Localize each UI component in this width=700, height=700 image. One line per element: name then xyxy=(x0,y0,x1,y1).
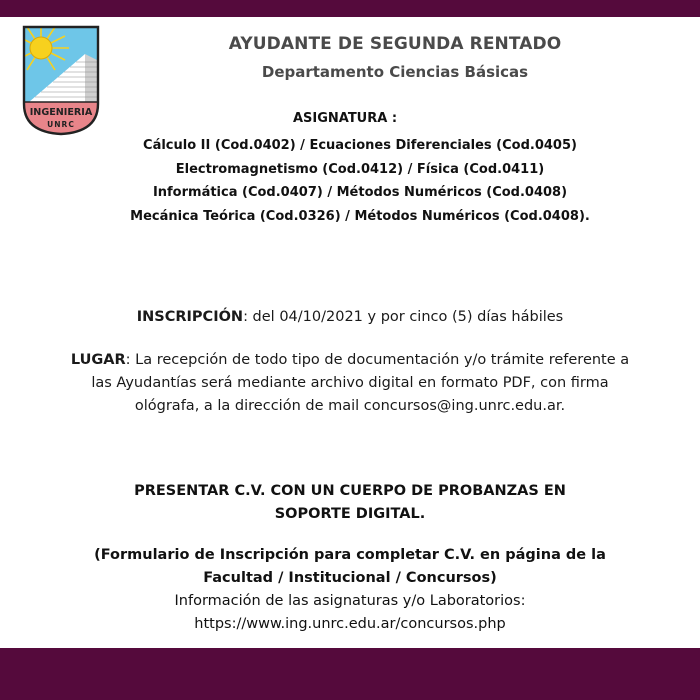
bottom-band xyxy=(0,648,700,700)
pyramid-shade xyxy=(85,54,97,102)
inscription-label: INSCRIPCIÓN xyxy=(136,309,244,325)
form-note-bold: (Formulario de Inscripción para completar C.V. en página de la Facultad / Institucional / Concursos) xyxy=(94,547,606,586)
department-subtitle: Departamento Ciencias Básicas xyxy=(261,63,529,81)
inscription-text: : del 04/10/2021 y por cinco (5) días hábiles xyxy=(243,309,564,325)
place-text: : La recepción de todo tipo de documentación y/o trámite referente a las Ayudantías será mediante archivo digital en formato PDF, con firma ológrafa, a la dirección de mail concursos@ing.unrc.edu.ar. xyxy=(91,352,630,414)
subject-item: Mecánica Teórica (Cod.0326) / Métodos Numéricos (Cod.0408). xyxy=(130,208,590,224)
subject-item: Informática (Cod.0407) / Métodos Numéricos (Cod.0408) xyxy=(152,185,568,201)
subject-item: Electromagnetismo (Cod.0412) / Física (Cod.0411) xyxy=(175,161,545,177)
place-paragraph xyxy=(60,349,640,418)
top-band xyxy=(0,0,700,17)
form-note xyxy=(60,544,640,636)
logo-text-bottom: UNRC xyxy=(47,120,75,129)
subjects-list xyxy=(100,134,620,228)
form-note-info: Información de las asignaturas y/o Laboratorios: xyxy=(174,593,526,609)
inscription-paragraph xyxy=(60,306,640,329)
place-label: LUGAR xyxy=(70,352,126,368)
subjects-heading: ASIGNATURA : xyxy=(292,111,398,126)
concursos-url: https://www.ing.unrc.edu.ar/concursos.php xyxy=(194,616,506,632)
cv-notice: PRESENTAR C.V. CON UN CUERPO DE PROBANZAS EN SOPORTE DIGITAL. xyxy=(134,483,566,522)
page-title: AYUDANTE DE SEGUNDA RENTADO xyxy=(228,34,562,54)
logo-text-top: INGENIERIA xyxy=(29,107,93,118)
subject-item: Cálculo II (Cod.0402) / Ecuaciones Diferenciales (Cod.0405) xyxy=(143,138,577,153)
sun-icon xyxy=(30,37,52,59)
ingenieria-unrc-logo xyxy=(21,24,101,136)
